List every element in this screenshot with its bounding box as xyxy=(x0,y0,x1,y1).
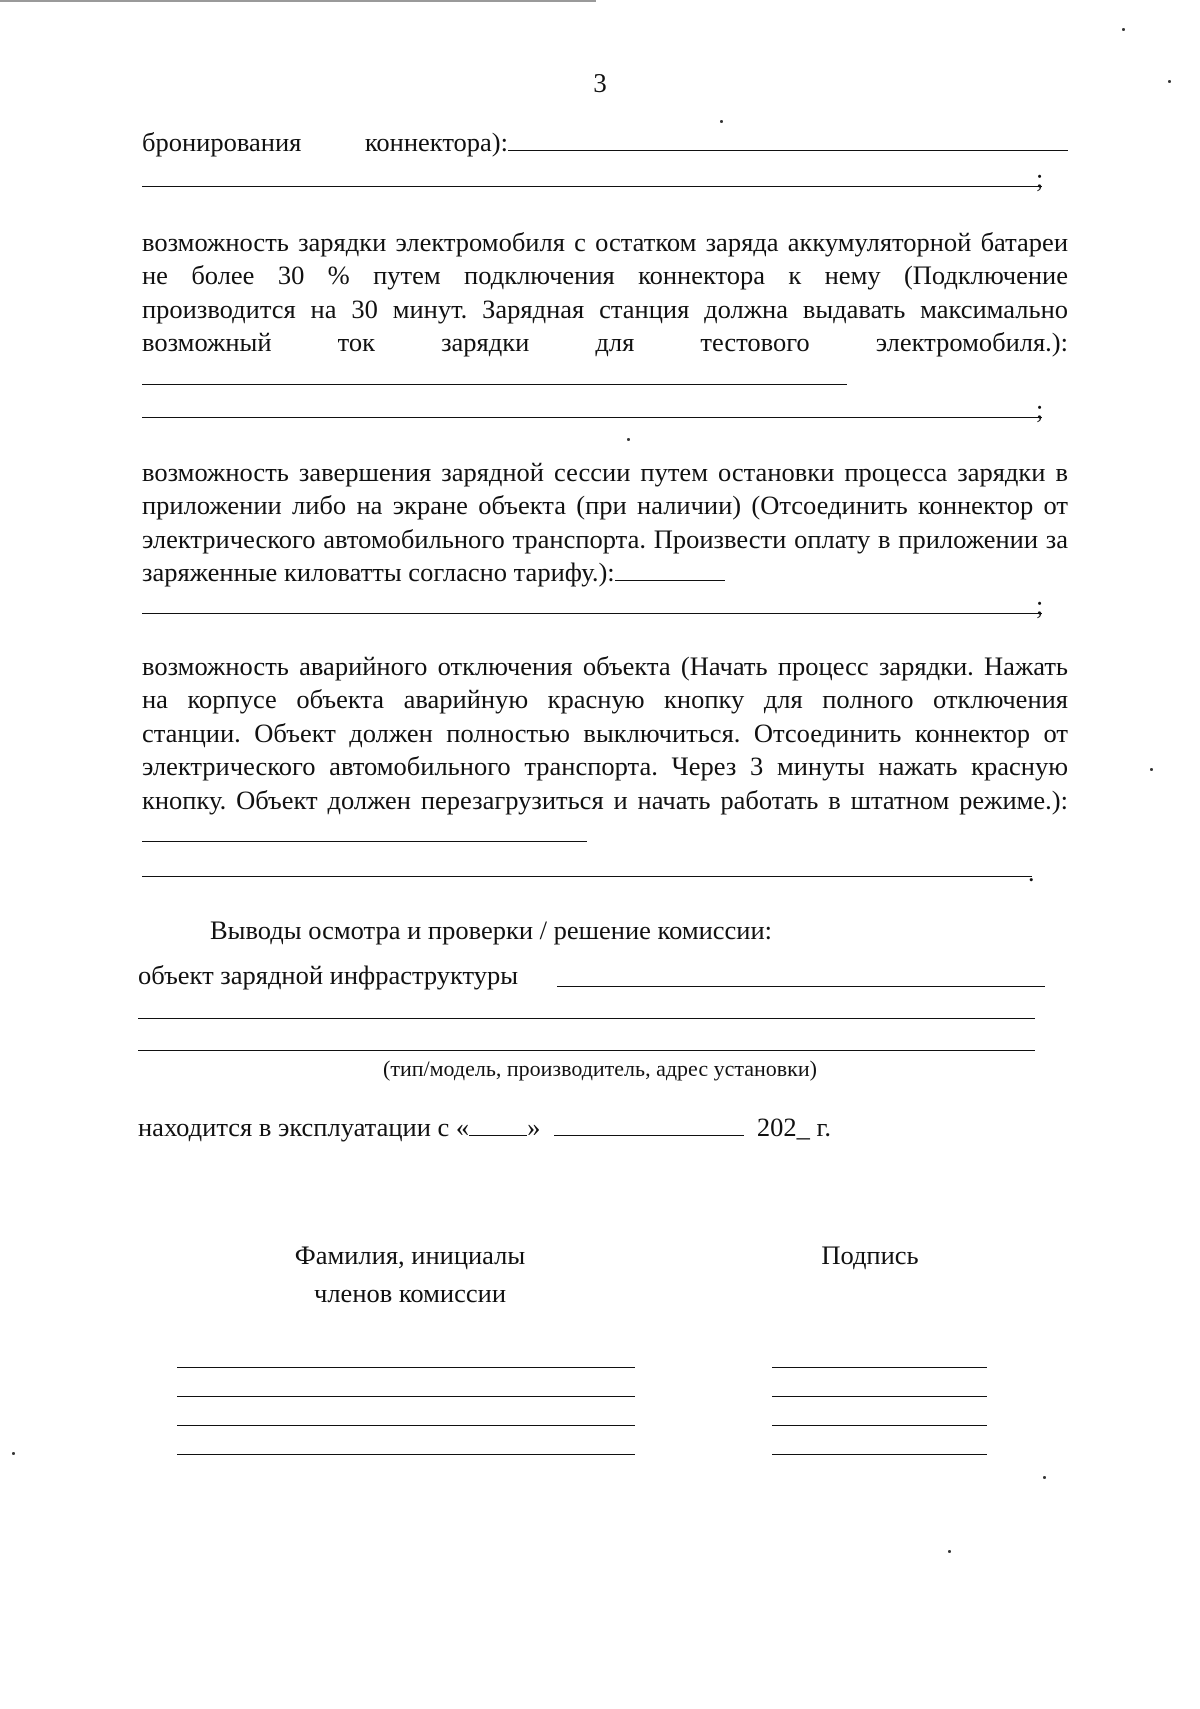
scan-speck xyxy=(1122,28,1125,31)
scan-speck xyxy=(12,1452,15,1455)
operation-month-blank[interactable] xyxy=(554,1111,744,1136)
operation-mid: » xyxy=(527,1111,541,1142)
item-3-answer-line[interactable] xyxy=(142,613,1042,614)
item-3-blank[interactable] xyxy=(615,556,725,581)
member-signature-line[interactable] xyxy=(772,1425,987,1426)
scan-speck xyxy=(948,1550,951,1553)
member-signature-line[interactable] xyxy=(772,1396,987,1397)
item-4-text xyxy=(142,650,1068,850)
conclusion-heading: Выводы осмотра и проверки / решение комиссии: xyxy=(210,915,773,945)
item-2-blank[interactable] xyxy=(142,360,847,385)
item-1-label: бронирования коннектора): xyxy=(142,127,508,157)
item-1-end-mark: ; xyxy=(1036,164,1044,193)
page-number: 3 xyxy=(593,68,607,98)
item-1-text xyxy=(142,126,1068,159)
scan-top-edge xyxy=(0,0,596,2)
member-name-line[interactable] xyxy=(177,1367,635,1368)
item-4-end-mark: . xyxy=(1028,858,1035,887)
item-2-label: возможность зарядки электромобиля с остатком заряда аккумуляторной батареи не более 30 % путем подключения коннектора к нему (Подключение производится на 30 минут. Зарядная станция должна выдавать максимально возможный ток зарядки для тестового электромобиля.): xyxy=(142,227,1068,358)
item-4-blank[interactable] xyxy=(142,817,587,842)
item-3-text xyxy=(142,456,1068,590)
scan-speck xyxy=(1168,80,1171,83)
item-1-answer-line[interactable] xyxy=(142,186,1042,187)
operation-date-line xyxy=(138,1111,831,1143)
member-signature-line[interactable] xyxy=(772,1454,987,1455)
names-header-line-2: членов комиссии xyxy=(314,1278,506,1308)
operation-prefix: находится в эксплуатации с « xyxy=(138,1111,470,1142)
member-name-line[interactable] xyxy=(177,1396,635,1397)
scan-speck xyxy=(1150,768,1153,771)
item-2-text xyxy=(142,226,1068,393)
scan-speck xyxy=(627,438,630,441)
names-header-line-1: Фамилия, инициалы xyxy=(294,1240,526,1270)
operation-year: 202_ г. xyxy=(756,1111,832,1142)
object-label: объект зарядной инфраструктуры xyxy=(138,960,519,990)
signature-column-header: Подпись xyxy=(821,1240,919,1270)
operation-day-blank[interactable] xyxy=(469,1111,527,1136)
scan-speck xyxy=(1043,1476,1046,1479)
object-answer-line-3[interactable] xyxy=(138,1050,1035,1051)
object-answer-line-1[interactable] xyxy=(557,986,1045,987)
item-2-end-mark: ; xyxy=(1036,395,1044,424)
object-caption: (тип/модель, производитель, адрес установки) xyxy=(383,1056,817,1081)
object-answer-line-2[interactable] xyxy=(138,1018,1035,1019)
item-1-blank[interactable] xyxy=(508,126,1068,151)
member-name-line[interactable] xyxy=(177,1425,635,1426)
item-4-answer-line[interactable] xyxy=(142,876,1032,877)
member-name-line[interactable] xyxy=(177,1454,635,1455)
scan-speck xyxy=(720,120,723,123)
item-3-label: возможность завершения зарядной сессии путем остановки процесса зарядки в приложении либо на экране объекта (при наличии) (Отсоединить коннектор от электрического автомобильного транспорта. Произвести оплату в приложении за заряженные киловатты согласно тарифу.): xyxy=(142,457,1068,588)
item-2-answer-line[interactable] xyxy=(142,417,1042,418)
item-4-label: возможность аварийного отключения объекта (Начать процесс зарядки. Нажать на корпусе объекта аварийную красную кнопку для полного отключения станции. Объект должен полностью выключиться. Отсоединить коннектор от электрического автомобильного транспорта. Через 3 минуты нажать красную кнопку. Объект должен перезагрузиться и начать работать в штатном режиме.): xyxy=(142,651,1068,815)
names-column-header xyxy=(230,1236,590,1312)
item-3-end-mark: ; xyxy=(1036,591,1044,620)
member-signature-line[interactable] xyxy=(772,1367,987,1368)
